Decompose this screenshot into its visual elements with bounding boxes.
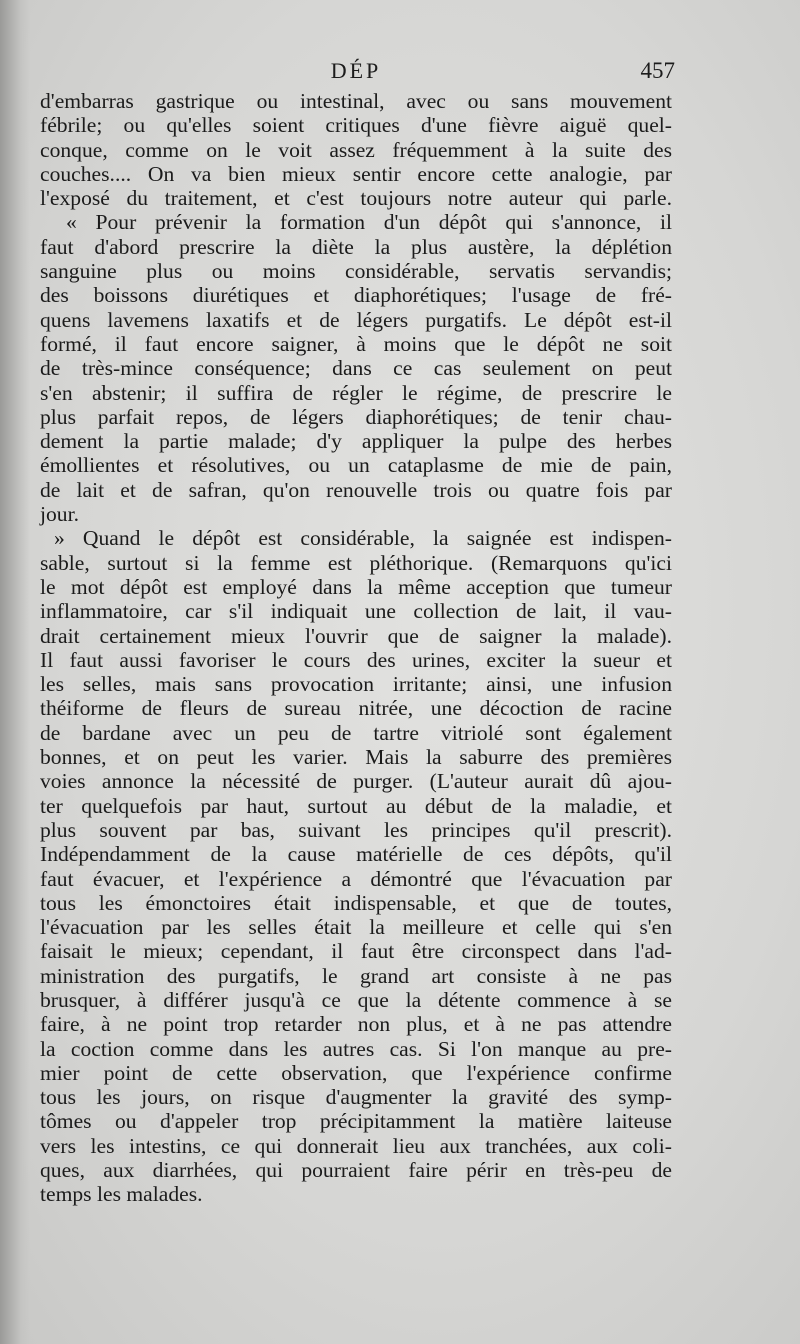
text-line: voies annonce la nécessité de purger. (L'auteur aurait dû ajou- [40,769,672,794]
text-line: plus parfait repos, de légers diaphorétiques; de tenir chau- [40,404,672,429]
text-line: plus souvent par bas, suivant les principes qu'il prescrit). [40,817,672,842]
text-line: émollientes et résolutives, ou un cataplasme de mie de pain, [40,453,672,478]
text-line: Indépendamment de la cause matérielle de ces dépôts, qu'il [40,842,672,867]
text-line: ques, aux diarrhées, qui pourraient faire périr en très-peu de [40,1158,672,1183]
text-line: formé, il faut encore saigner, à moins que le dépôt ne soit [40,331,672,356]
text-line: inflammatoire, car s'il indiquait une collection de lait, il vau- [40,599,672,624]
text-line: tous les émonctoires était indispensable, et que de toutes, [40,890,672,915]
text-line: les selles, mais sans provocation irritante; ainsi, une infusion [40,672,672,697]
text-line: conque, comme on le voit assez fréquemment à la suite des [40,137,672,162]
text-line: couches.... On va bien mieux sentir encore cette analogie, par [40,161,672,186]
text-line: temps les malades. [40,1182,203,1207]
text-line: Il faut aussi favoriser le cours des urines, exciter la sueur et [40,647,672,672]
text-line: s'en abstenir; il suffira de régler le régime, de prescrire le [40,380,672,405]
text-line: de bardane avec un peu de tartre vitriolé sont également [40,720,672,745]
text-line: « Pour prévenir la formation d'un dépôt qui s'annonce, il [66,210,672,235]
text-line: ministration des purgatifs, le grand art consiste à ne pas [40,963,672,988]
text-line: tômes ou d'appeler trop précipitamment la matière laiteuse [40,1109,672,1134]
page-number: 457 [640,58,675,83]
text-line: dement la partie malade; d'y appliquer la pulpe des herbes [40,429,672,454]
page-header [40,58,675,88]
text-line: quens lavemens laxatifs et de légers purgatifs. Le dépôt est-il [40,307,672,332]
text-line: faut évacuer, et l'expérience a démontré que l'évacuation par [40,866,672,891]
text-line: la coction comme dans les autres cas. Si l'on manque au pre- [40,1036,672,1061]
text-line: d'embarras gastrique ou intestinal, avec ou sans mouvement [40,89,672,113]
text-line: l'évacuation par les selles était la meilleure et celle qui s'en [40,915,672,940]
text-line: faisait le mieux; cependant, il faut être circonspect dans l'ad- [40,939,672,964]
text-line: sable, surtout si la femme est pléthorique. (Remarquons qu'ici [40,550,672,575]
text-line: sanguine plus ou moins considérable, servatis servandis; [40,259,672,284]
text-line: brusquer, à différer jusqu'à ce que la détente commence à se [40,987,672,1012]
text-line: tous les jours, on risque d'augmenter la gravité des symp- [40,1085,672,1110]
text-line: » Quand le dépôt est considérable, la saignée est indispen- [54,526,672,551]
body-text [40,89,672,1207]
text-line: théiforme de fleurs de sureau nitrée, une décoction de racine [40,696,672,721]
text-line: drait certainement mieux l'ouvrir que de saigner la malade). [40,623,672,648]
text-line: faut d'abord prescrire la diète la plus austère, la déplétion [40,234,672,259]
text-line: bonnes, et on peut les varier. Mais la saburre des premières [40,745,672,770]
text-line: des boissons diurétiques et diaphorétiques; l'usage de fré- [40,283,672,308]
running-head: DÉP [330,58,382,83]
text-line: de très-mince conséquence; dans ce cas seulement on peut [40,356,672,381]
text-line: fébrile; ou qu'elles soient critiques d'une fièvre aiguë quel- [40,113,672,138]
page-gutter-shadow [0,0,30,1344]
text-line: jour. [40,502,79,527]
text-line: ter quelquefois par haut, surtout au début de la maladie, et [40,793,672,818]
text-line: de lait et de safran, qu'on renouvelle trois ou quatre fois par [40,477,672,502]
text-line: vers les intestins, ce qui donnerait lieu aux tranchées, aux coli- [40,1133,672,1158]
text-line: l'exposé du traitement, et c'est toujours notre auteur qui parle. [40,186,672,211]
text-line: mier point de cette observation, que l'expérience confirme [40,1060,672,1085]
text-line: le mot dépôt est employé dans la même acception que tumeur [40,574,672,599]
text-line: faire, à ne point trop retarder non plus, et à ne pas attendre [40,1012,672,1037]
